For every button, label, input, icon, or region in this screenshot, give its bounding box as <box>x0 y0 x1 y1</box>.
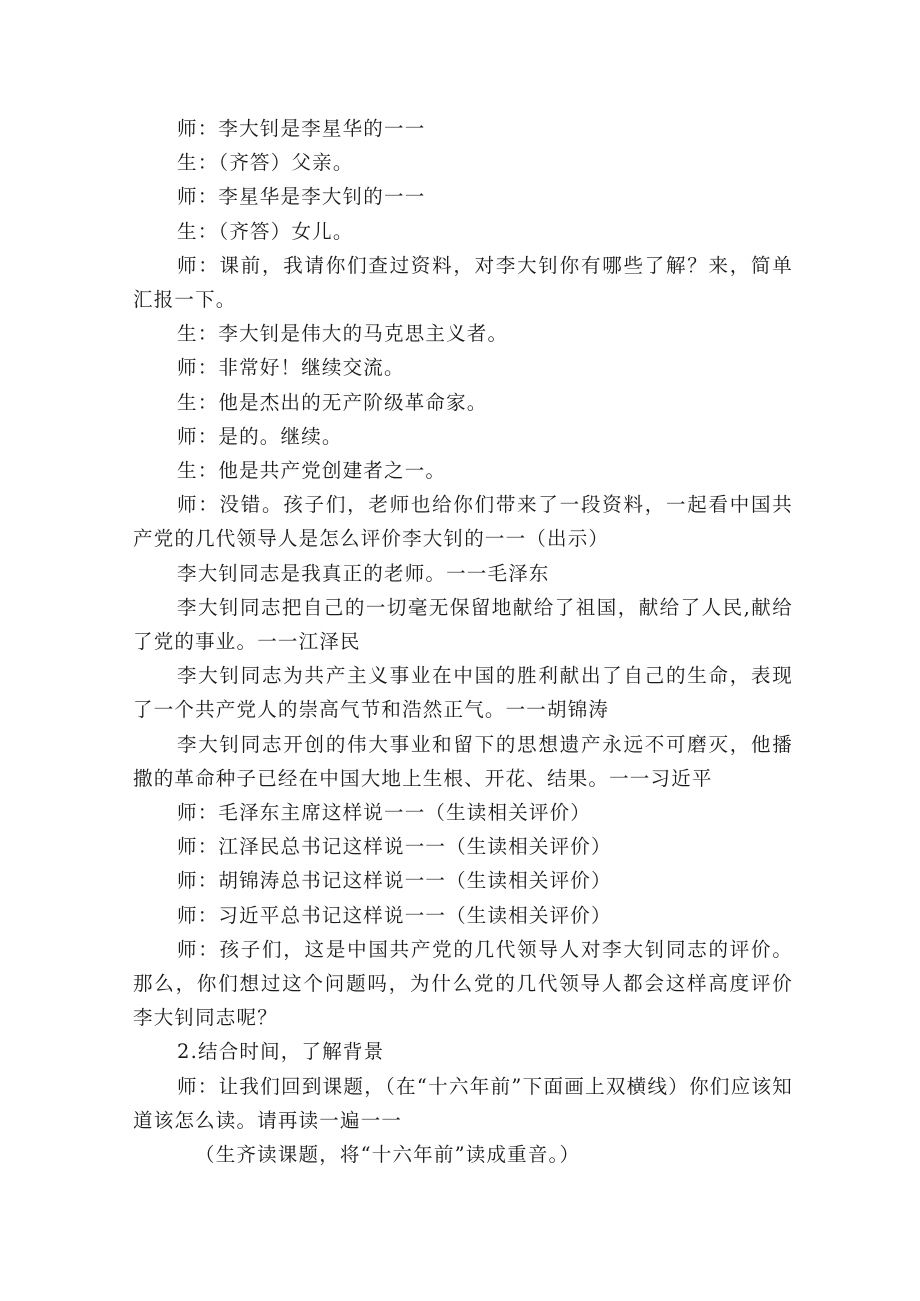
paragraph: 生：李大钊是伟大的马克思主义者。 <box>177 322 509 346</box>
paragraph: 师：让我们回到课题，（在“十六年前”下面画上双横线）你们应该知道该怎么读。请再读一遍一一 <box>133 1074 793 1132</box>
paragraph: 师：李星华是李大钊的一一 <box>177 185 426 209</box>
paragraph: 师：江泽民总书记这样说一一（生读相关评价） <box>177 835 612 859</box>
paragraph: 师：孩子们，这是中国共产党的几代领导人对李大钊同志的评价。那么，你们想过这个问题吗，为什么党的几代领导人都会这样高度评价李大钊同志呢？ <box>133 937 793 1030</box>
section-heading: 2.结合时间，了解背景 <box>177 1040 385 1064</box>
paragraph: 师：习近平总书记这样说一一（生读相关评价） <box>177 903 612 927</box>
paragraph: 生：（齐答）女儿。 <box>177 219 354 243</box>
paragraph: 师：没错。孩子们，老师也给你们带来了一段资料，一起看中国共产党的几代领导人是怎么评价李大钊的一一（出示） <box>133 493 793 551</box>
paragraph: 师：毛泽东主席这样说一一（生读相关评价） <box>177 801 592 825</box>
paragraph: 师：非常好！继续交流。 <box>177 356 405 380</box>
paragraph: 师：李大钊是李星华的一一 <box>177 117 426 140</box>
quote-jiang: 李大钊同志把自己的一切毫无保留地献给了祖国，献给了人民,献给了党的事业。一一江泽民 <box>133 595 793 654</box>
quote-xi: 李大钊同志开创的伟大事业和留下的思想遗产永远不可磨灭，他播撒的革命种子已经在中国大地上生根、开花、结果。一一习近平 <box>133 732 793 790</box>
paragraph: 生：他是杰出的无产阶级革命家。 <box>177 390 488 414</box>
quote-mao: 李大钊同志是我真正的老师。一一毛泽东 <box>177 561 550 585</box>
paragraph: 生：他是共产党创建者之一。 <box>177 459 447 483</box>
paragraph: 师：胡锦涛总书记这样说一一（生读相关评价） <box>177 869 612 893</box>
lesson-transcript <box>133 112 793 1172</box>
stage-direction: （生齐读课题，将“十六年前”读成重音。） <box>195 1143 581 1167</box>
paragraph: 生：（齐答）父亲。 <box>177 151 354 175</box>
quote-hu: 李大钊同志为共产主义事业在中国的胜利献出了自己的生命，表现了一个共产党人的崇高气节和浩然正气。一一胡锦涛 <box>133 664 793 722</box>
paragraph: 师：是的。继续。 <box>177 424 343 448</box>
paragraph: 师：课前，我请你们查过资料，对李大钊你有哪些了解？来，简单汇报一下。 <box>133 253 793 312</box>
